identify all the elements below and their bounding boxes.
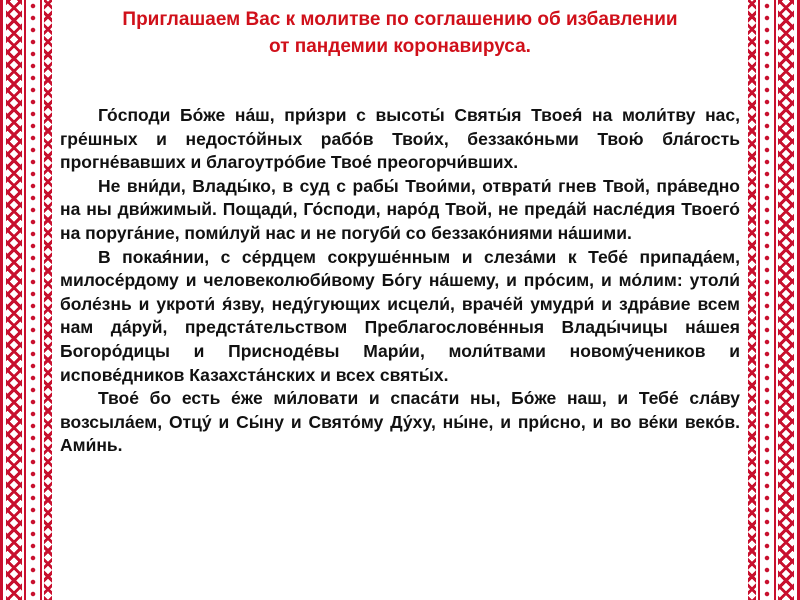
prayer-paragraph: Не вни́ди, Влады́ко, в суд с рабы́ Твои́ми, отврати́ гнев Твой, пра́ведно на ны дви́жимый. Пощади́, Го́споди, наро́д Твой, не преда́й насле́дия Твоего́ на поруга́ние, поми́луй нас и не погуби́ со беззако́ниями на́шими. — [60, 175, 740, 243]
title-line-2: от пандемии коронавируса. — [269, 36, 531, 57]
prayer-text — [60, 104, 740, 458]
title-line-1: Приглашаем Вас к молитве по соглашению об избавлении — [122, 9, 678, 30]
document-content — [60, 0, 740, 600]
prayer-paragraph: В покая́нии, с се́рдцем сокруше́нным и слеза́ми к Тебе́ припада́ем, милосе́рдому и человеколюби́вому Бо́гу на́шему, и про́сим, и мо́лим: утоли́ боле́знь и укроти́ я́зву, неду́гующих исцели́, враче́й умудри́ и здра́вие всем нам да́руй, предста́тельством Преблагослове́нныя Влады́чицы на́шея Богоро́дицы и Присноде́вы Мари́и, моли́твами новому́чеников и испове́дников Казахста́нских и всех святы́х. — [60, 246, 740, 385]
ornamental-border-right — [748, 0, 800, 600]
ornamental-border-left — [0, 0, 52, 600]
prayer-paragraph: Твое́ бо есть е́же ми́ловати и спаса́ти ны, Бо́же наш, и Тебе́ сла́ву возсыла́ем, Отцу́ и Сы́ну и Свято́му Ду́ху, ны́не, и при́сно, и во ве́ки веко́в. Ами́нь. — [60, 388, 740, 456]
prayer-paragraph: Го́споди Бо́же на́ш, при́зри с высоты́ Святы́я Твоея́ на моли́тву нас, гре́шных и недосто́йных рабо́в Твои́х, беззако́ньми Твою́ бла́гость прогне́вавших и благоутро́бие Твое́ преогорчи́вших. — [60, 105, 740, 173]
page-title — [60, 6, 740, 60]
